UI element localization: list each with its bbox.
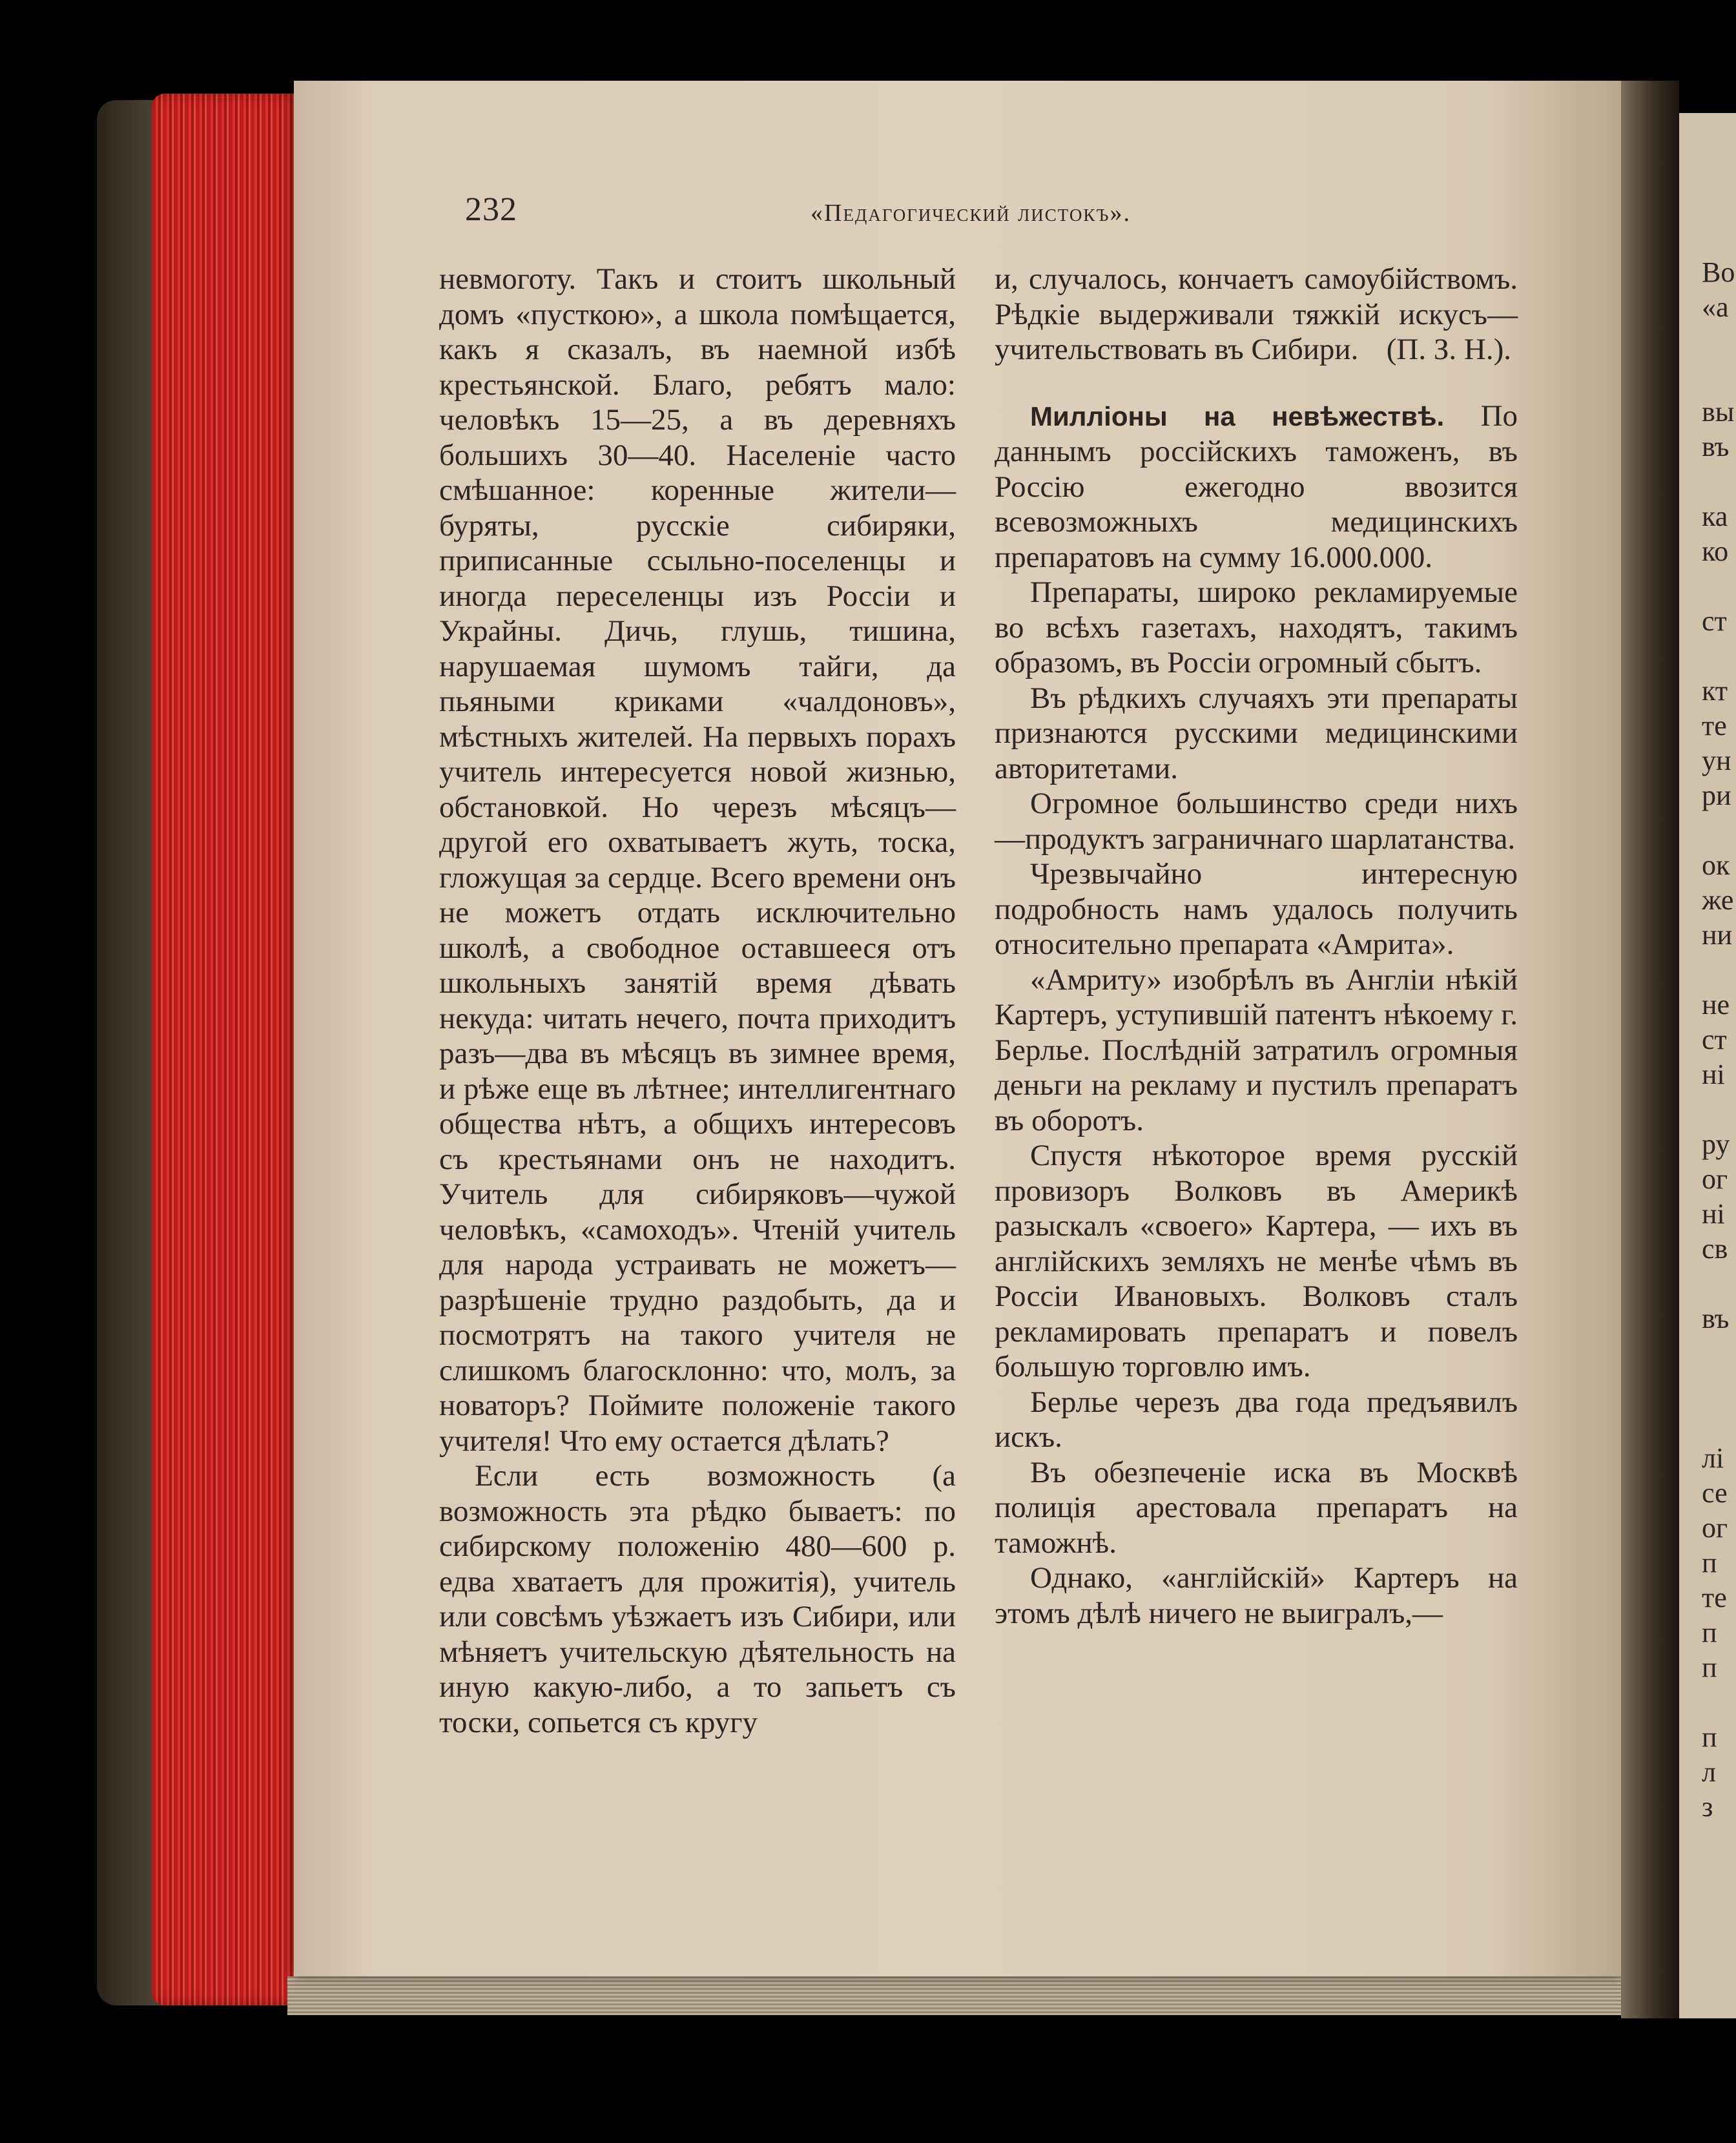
page-bottom-edges <box>287 1976 1621 2015</box>
fragment-line: п <box>1702 1617 1717 1648</box>
fragment-line: въ <box>1702 1303 1730 1334</box>
fragment-line: «а <box>1702 291 1729 323</box>
fragment-line: ні <box>1702 1198 1725 1230</box>
fragment-line <box>1702 953 1736 988</box>
paragraph: Спустя нѣкоторое время русскій провизоръ Волковъ въ Америкѣ разыскалъ «своего» Картера, — ихъ въ англійскихъ земляхъ не менѣе чѣмъ въ Россіи Ивановыхъ. Волковъ сталъ рекламировать препаратъ и повелъ большую торговлю имъ. <box>995 1139 1518 1383</box>
fragment-line: вы <box>1702 396 1735 428</box>
fragment-line <box>1702 639 1736 674</box>
fragment-line: ру <box>1702 1128 1730 1160</box>
fragment-line: ка <box>1702 501 1728 532</box>
fragment-line: п <box>1702 1547 1717 1579</box>
fragment-line <box>1702 1336 1736 1371</box>
fragment-line: Во <box>1702 256 1735 288</box>
fragment-line: л <box>1702 1756 1716 1788</box>
running-title: «Педагогический листокъ». <box>811 200 1131 227</box>
paragraph: Въ рѣдкихъ случаяхъ эти препараты признаются русскими медицинскими авторитетами. <box>995 681 1518 785</box>
paragraph: Чрезвычайно интересную подробность намъ удалось получить относительно препарата «Амрита». <box>995 857 1518 961</box>
paragraph: Въ обезпеченіе иска въ Москвѣ полиція арестовала препаратъ на таможнѣ. <box>995 1455 1518 1560</box>
paragraph: Берлье черезъ два года предъявилъ искъ. <box>995 1385 1518 1454</box>
signature: (П. З. Н.). <box>1386 333 1511 366</box>
paragraph: Огромное большинство среди нихъ—продуктъ заграничнаго шарлатанства. <box>995 787 1518 856</box>
paragraph: Однако, «англійскій» Картеръ на этомъ дѣлѣ ничего не выигралъ,— <box>995 1561 1518 1630</box>
fragment-line <box>1702 813 1736 848</box>
fragment-line: ог <box>1702 1512 1728 1544</box>
fragment-line: ст <box>1702 605 1727 637</box>
fragment-line: те <box>1702 710 1727 741</box>
fragment-line: те <box>1702 1582 1727 1613</box>
fragment-line <box>1702 464 1736 499</box>
fragment-line <box>1702 1092 1736 1127</box>
fragment-line: въ <box>1702 431 1730 462</box>
fragment-line <box>1702 1406 1736 1441</box>
paragraph: Если есть возможность (а возможность эта рѣдко бываетъ: по сибирскому положенію 480—600 р. едва хватаетъ для прожитія), учитель или совсѣмъ уѣзжаетъ изъ Сибири, или мѣняетъ учительскую дѣятельность на иную какую-либо, а то запьетъ съ тоски, сопьется съ кругу <box>439 1459 956 1739</box>
fragment-line: п <box>1702 1651 1717 1683</box>
fragment-line: ні <box>1702 1059 1725 1090</box>
fragment-line <box>1702 325 1736 360</box>
left-column <box>439 262 956 1740</box>
fragment-line: не <box>1702 989 1730 1020</box>
fragment-line <box>1702 569 1736 604</box>
fragment-line: же <box>1702 884 1734 916</box>
fragment-line: ок <box>1702 849 1730 881</box>
fragment-line: ко <box>1702 535 1729 567</box>
fragment-line <box>1702 1267 1736 1301</box>
fragment-line <box>1702 1371 1736 1406</box>
fragment-line: св <box>1702 1233 1728 1265</box>
paragraph: и, случалось, кончаетъ самоубійствомъ. Рѣдкіе выдерживали тяжкій искусъ—учительствовать въ Сибири. <box>995 262 1518 366</box>
fragment-line: ун <box>1702 745 1731 776</box>
fragment-line: кт <box>1702 675 1728 707</box>
article-heading: Милліоны на невѣжествѣ. <box>1030 400 1445 431</box>
fragment-line: ни <box>1702 919 1733 951</box>
article-paragraph <box>995 399 1518 575</box>
paragraph: невмоготу. Такъ и стоитъ школьный домъ «пусткою», а школа помѣщается, какъ я сказалъ, въ наемной избѣ крестьянской. Благо, ребятъ мало: человѣкъ 15—25, а въ деревняхъ большихъ 30—40. Населеніе часто смѣшанное: коренные жители—буряты, русскіе сибиряки, приписанные ссыльно-поселенцы и иногда переселенцы изъ Россіи и Украйны. Дичь, глушь, тишина, нарушаемая шумомъ тайги, да пьяными криками «чалдоновъ», мѣстныхъ жителей. На первыхъ порахъ учитель интересуется новой жизнью, обстановкой. Но черезъ мѣсяцъ—другой его охватываетъ жуть, тоска, гложущая за сердце. Всего времени онъ не можетъ отдать исключительно школѣ, а свободное оставшееся отъ школьныхъ занятій время дѣвать некуда: читать нечего, почта приходитъ разъ—два въ мѣсяцъ въ зимнее время, и рѣже еще въ лѣтнее; интеллигентнаго общества нѣтъ, а общихъ интересовъ съ крестьянами онъ не находитъ. Учитель для сибиряковъ—чужой человѣкъ, «самоходъ». Чтеній учитель для народа устраивать не можетъ—разрѣшеніе трудно раздобыть, да и посмотрятъ на такого учителя не слишкомъ благосклонно: что, молъ, за новаторъ? Поймите положеніе такого учителя! Что ему остается дѣлать? <box>439 262 956 1458</box>
fragment-line: з <box>1702 1791 1713 1823</box>
fragment-line: ог <box>1702 1163 1728 1195</box>
fragment-line: лі <box>1702 1442 1724 1474</box>
fragment-line <box>1702 1685 1736 1720</box>
article-lead: По даннымъ россійскихъ таможенъ, въ Россію ежегодно ввозится всевозможныхъ медицинскихъ препаратовъ на сумму 16.000.000. <box>995 399 1518 574</box>
fragment-line: ст <box>1702 1024 1727 1055</box>
book-gutter <box>1621 81 1679 2018</box>
paragraph: «Амриту» изобрѣлъ въ Англіи нѣкій Картеръ, уступившій патентъ нѣкоему г. Берлье. Послѣдній затратилъ огромныя деньги на рекламу и пустилъ препаратъ въ оборотъ. <box>995 962 1518 1137</box>
fragment-line <box>1702 360 1736 395</box>
fragment-line: п <box>1702 1721 1717 1753</box>
paragraph: Препараты, широко рекламируемые во всѣхъ газетахъ, находятъ, такимъ образомъ, въ Россіи огромный сбытъ. <box>995 575 1518 679</box>
next-page-fragments <box>1702 255 1736 1825</box>
fragment-line: се <box>1702 1477 1728 1509</box>
fragment-line: ри <box>1702 780 1731 811</box>
right-column <box>995 262 1518 1631</box>
page-number: 232 <box>465 191 517 228</box>
